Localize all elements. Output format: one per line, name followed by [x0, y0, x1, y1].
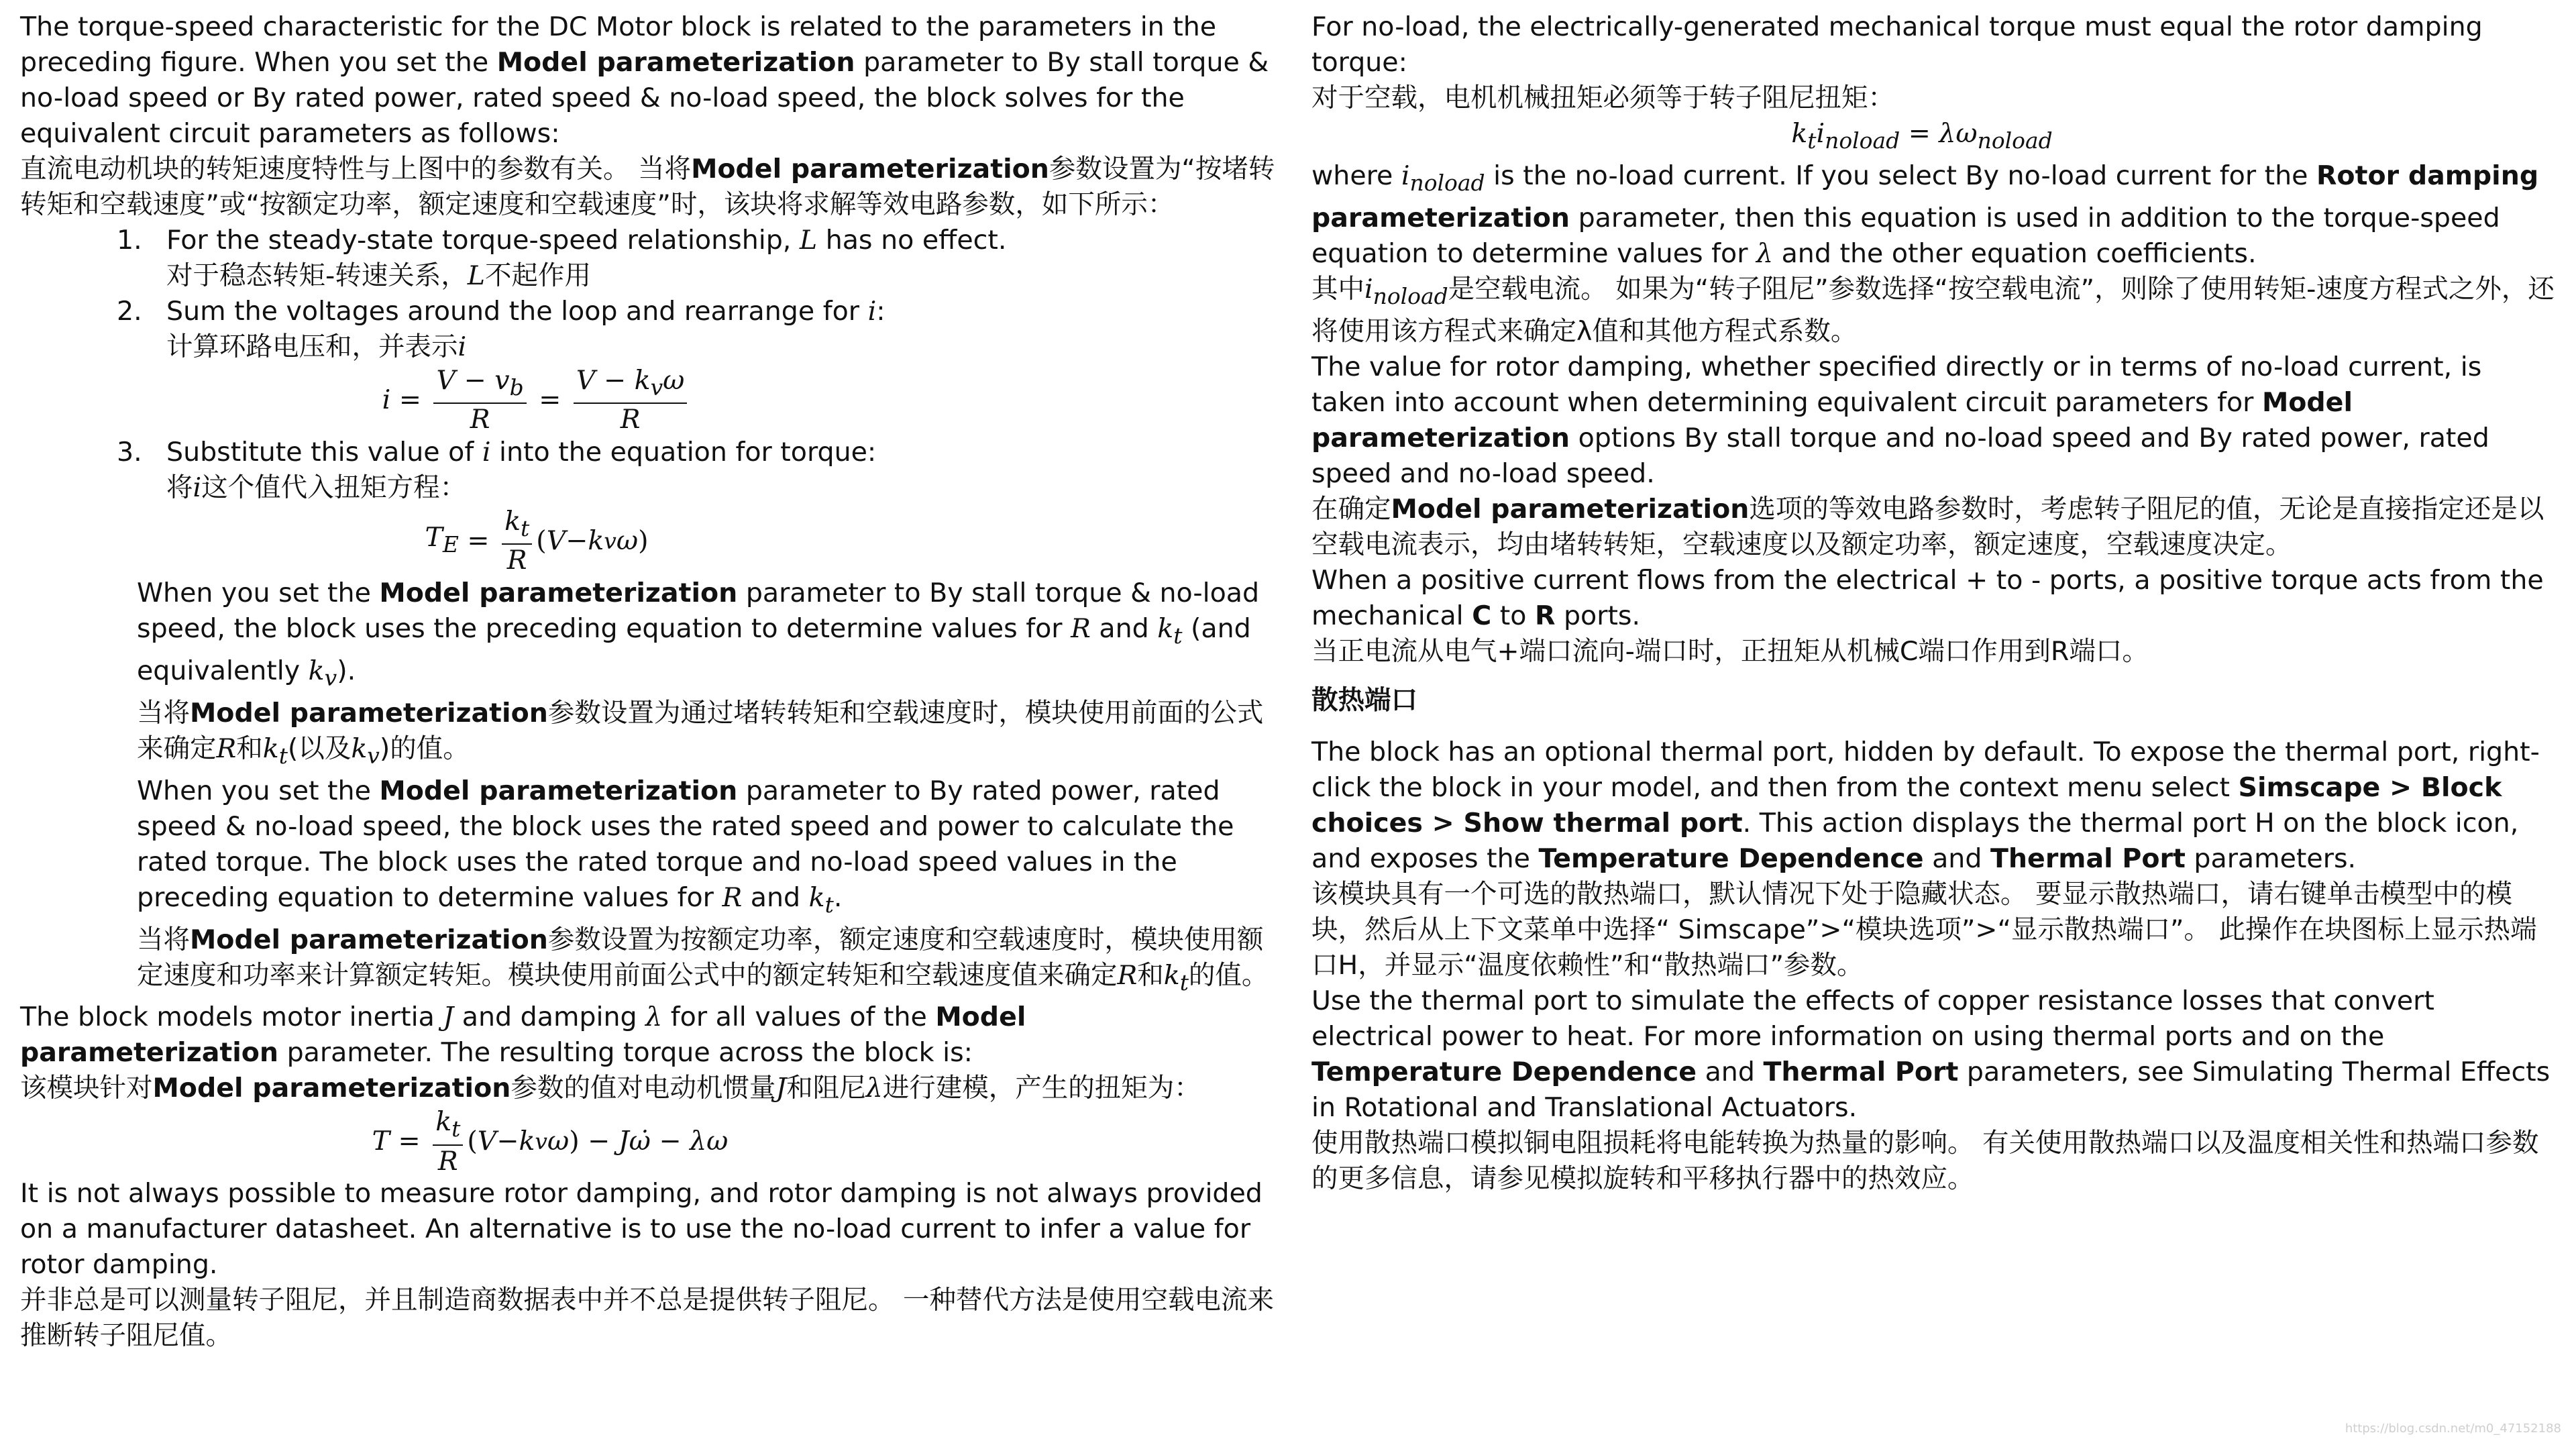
- no-load-current-paragraph-zh: 其中$i_{noload}$是空载电流。 如果为“转子阻尼”参数选择“按空载电流”，则除了使用转矩-速度方程式之外，还将使用该方程式来确定λ值和其他方程式系数。: [1311, 273, 2555, 347]
- no-load-paragraph-en: For no-load, the electrically-generated mechanical torque must equal the rotor damping torque:: [1311, 11, 2483, 78]
- thermal-port-paragraph-en: The block has an optional thermal port, hidden by default. To expose the thermal port, right-click the block in your model, and then from the context menu select Simscape > Block choices > Show thermal port. This action displays the thermal port H on the block icon, and exposes the Temperature Dependence and Thermal Port parameters.: [1311, 736, 2540, 874]
- intro-paragraph-zh: 直流电动机块的转矩速度特性与上图中的参数有关。 当将Model parameterization参数设置为“按堵转转矩和空载速度”或“按额定功率，额定速度和空载速度”时，该块将求解等效电路参数，如下所示：: [20, 154, 1275, 220]
- polarity-paragraph-zh: 当正电流从电气+端口流向-端口时，正扭矩从机械C端口作用到R端口。: [1311, 635, 2149, 667]
- list-item-2: 2. Sum the voltages around the loop and rearrange for i: 计算环路电压和，并表示i: [117, 296, 885, 362]
- thermal-port-heading: 散热端口: [1311, 684, 1417, 716]
- thermal-effects-paragraph-en: Use the thermal port to simulate the effects of copper resistance losses that convert electrical power to heat. For more information on using thermal ports and on the Temperature Dependence and Thermal Port parameters, see Simulating Thermal Effects in Rotational and Translational Actuators.: [1311, 985, 2551, 1123]
- damping-paragraph-en: It is not always possible to measure rotor damping, and rotor damping is not always provided on a manufacturer datasheet. An alternative is to use the no-load current to infer a value for rotor damping.: [20, 1178, 1263, 1281]
- equation-current: i = $\frac{V - v_b}{R}$ = $\frac{V - k_v\omega}{R}$: [20, 365, 1281, 435]
- list-item-1: 1. For the steady-state torque-speed relationship, L has no effect. 对于稳态转矩-转速关系，L不起作用: [117, 225, 1007, 291]
- inertia-paragraph-zh: 该模块针对Model parameterization参数的值对电动机惯量J和阻尼λ进行建模，产生的扭矩为：: [20, 1073, 1201, 1104]
- no-load-paragraph-zh: 对于空载，电机机械扭矩必须等于转子阻尼扭矩：: [1311, 83, 1894, 113]
- equation-no-load: $k_ti_{noload} = \lambda\omega_{noload}$: [1791, 118, 2053, 154]
- stall-torque-paragraph-en: When you set the Model parameterization parameter to By stall torque & no-load speed, the block uses the preceding equation to determine values for R and $k_t$ (and equivalently $k_v$).: [137, 578, 1260, 691]
- thermal-port-paragraph-zh: 该模块具有一个可选的散热端口，默认情况下处于隐藏状态。 要显示散热端口，请右键单击模型中的模块，然后从上下文菜单中选择“ Simscape”>“模块选项”>“显示散热端口”。 此操作在块图标上显示热端口H，并显示“温度依赖性”和“散热端口”参数。: [1311, 878, 2537, 981]
- polarity-paragraph-en: When a positive current flows from the electrical + to - ports, a positive torque acts from the mechanical C to R ports.: [1311, 564, 2544, 631]
- stall-torque-paragraph-zh: 当将Model parameterization参数设置为通过堵转转矩和空载速度时，模块使用前面的公式来确定R和$k_t$(以及$k_v$)的值。: [137, 697, 1264, 769]
- intro-paragraph-en: The torque-speed characteristic for the DC Motor block is related to the parameters in the preceding figure. When you set the Model parameterization parameter to By stall torque & no-load speed or By rated power, rated speed & no-load speed, the block solves for the equivalent circuit parameters as follows:: [20, 11, 1269, 149]
- left-column: [20, 9, 1281, 1354]
- rated-power-paragraph-en: When you set the Model parameterization parameter to By rated power, rated speed & no-load speed, the block uses the rated speed and power to calculate the rated torque. The block uses the rated torque and no-load speed values in the preceding equation to determine values for R and $k_t$.: [137, 775, 1234, 918]
- no-load-current-paragraph-en: where $i_{noload}$ is the no-load current. If you select By no-load current for the Rotor damping parameterization parameter, then this equation is used in addition to the torque-speed equation to determine values for λ and the other equation coefficients.: [1311, 160, 2539, 269]
- rotor-damping-paragraph-zh: 在确定Model parameterization选项的等效电路参数时，考虑转子阻尼的值，无论是直接指定还是以空载电流表示，均由堵转转矩，空载速度以及额定功率，额定速度，空载速度决定。: [1311, 493, 2544, 560]
- inertia-paragraph-en: The block models motor inertia J and damping λ for all values of the Model parameterization parameter. The resulting torque across the block is:: [20, 1002, 1026, 1069]
- list-item-3: 3. Substitute this value of i into the equation for torque: 将i这个值代入扭矩方程：: [117, 437, 877, 503]
- right-column: [1311, 9, 2559, 1197]
- rotor-damping-paragraph-en: The value for rotor damping, whether specified directly or in terms of no-load current, is taken into account when determining equivalent circuit parameters for Model parameterization options By stall torque and no-load speed and By rated power, rated speed and no-load speed.: [1311, 351, 2489, 489]
- watermark-text: https://blog.csdn.net/m0_47152188: [2345, 1421, 2561, 1436]
- rated-power-paragraph-zh: 当将Model parameterization参数设置为按额定功率，额定速度和空载速度时，模块使用额定速度和功率来计算额定转矩。模块使用前面公式中的额定转矩和空载速度值来确定R和$k_t$的值。: [137, 924, 1269, 996]
- equation-torque-total: T = $\frac{k_t}{R}$ ( V − k v ω ) − J ω̇ − λω: [372, 1106, 729, 1177]
- damping-paragraph-zh: 并非总是可以测量转子阻尼，并且制造商数据表中并不总是提供转子阻尼。 一种替代方法是使用空载电流来推断转子阻尼值。: [20, 1285, 1275, 1352]
- equation-torque-te: $T_E$ = $\frac{k_t}{R}$ ( V − k v ω ): [425, 505, 649, 576]
- thermal-effects-paragraph-zh: 使用散热端口模拟铜电阻损耗将电能转换为热量的影响。 有关使用散热端口以及温度相关性和热端口参数的更多信息，请参见模拟旋转和平移执行器中的热效应。: [1311, 1127, 2539, 1194]
